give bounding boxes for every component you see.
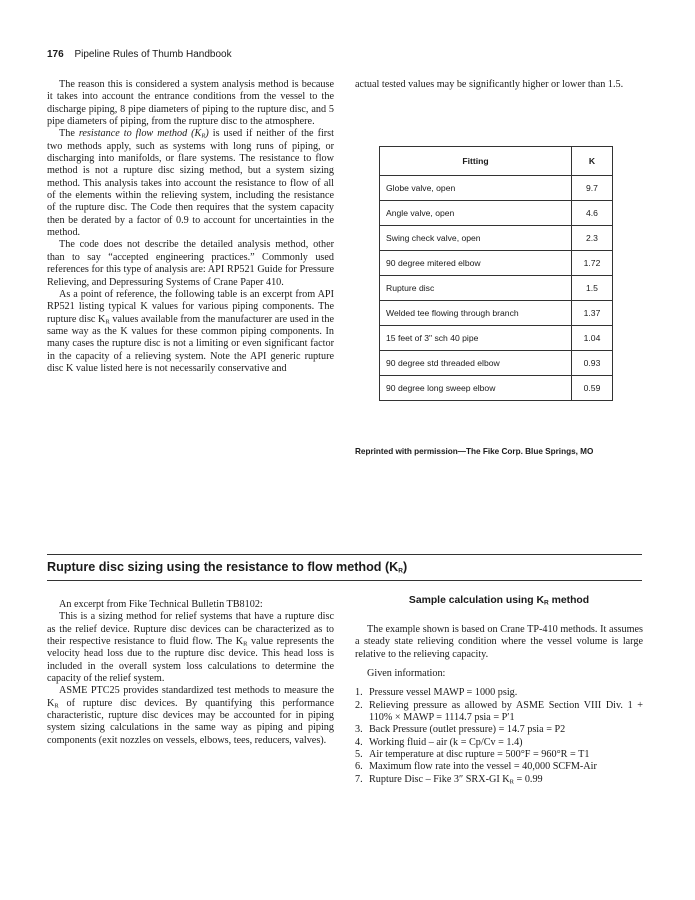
k-cell: 1.37	[572, 301, 613, 326]
k-cell: 9.7	[572, 176, 613, 201]
paragraph: The reason this is considered a system analysis method is because it takes into account the entrance conditions from the vessel to the discharge piping, 8 pipe diameters of piping to the rupture disc, and 5 pipe diameters of piping, from the rupture disc to the atmosphere.	[47, 79, 334, 128]
table-header-row	[380, 147, 613, 176]
table-row	[380, 351, 613, 376]
fitting-cell: Swing check valve, open	[380, 226, 572, 251]
list-item: 4. Working fluid – air (k = Cp/Cv = 1.4)	[355, 736, 523, 748]
table-row	[380, 376, 613, 401]
header-fitting: Fitting	[380, 147, 572, 176]
k-cell: 0.93	[572, 351, 613, 376]
list-item: 3. Back Pressure (outlet pressure) = 14.7 psia = P2	[355, 724, 566, 736]
fitting-cell: Welded tee flowing through branch	[380, 301, 572, 326]
right-column-bottom	[355, 624, 643, 786]
fitting-cell: 90 degree std threaded elbow	[380, 351, 572, 376]
paragraph: actual tested values may be significantly higher or lower than 1.5.	[355, 79, 624, 90]
k-cell: 2.3	[572, 226, 613, 251]
left-column-bottom	[47, 599, 334, 747]
running-title: Pipeline Rules of Thumb Handbook	[74, 49, 232, 60]
list-item: 2. Relieving pressure as allowed by ASME Section VIII Div. 1 + 110% × MAWP = 1114.7 psia = P′1	[355, 699, 643, 724]
given-label: Given information:	[367, 668, 446, 680]
list-item: 1. Pressure vessel MAWP = 1000 psig.	[355, 687, 518, 699]
k-cell: 0.59	[572, 376, 613, 401]
paragraph: This is a sizing method for relief systems that have a rupture disc as the relief device. Rupture disc devices can be characterized as to their respective resistance to fluid flow. The $K_R$ value represents the velocity head loss due to the rupture disc device. This head loss is included in the overall system loss calculations to determine the capacity of the relief system.	[47, 611, 335, 685]
table-row	[380, 176, 613, 201]
fitting-cell: 15 feet of 3" sch 40 pipe	[380, 326, 572, 351]
table-row	[380, 201, 613, 226]
right-column-top	[355, 79, 643, 91]
section-rule-top	[47, 554, 642, 555]
list-item: 7. Rupture Disc – Fike 3″ SRX-GI $K_R = 0.99$	[355, 773, 543, 786]
table-row	[380, 276, 613, 301]
k-values-table	[379, 146, 613, 401]
table-row	[380, 251, 613, 276]
table-row	[380, 301, 613, 326]
paragraph: The resistance to flow method $(K_R)$ is used if neither of the first two methods apply, such as systems with long runs of piping, or discharging into manifolds, or flare systems. The resistance to flow method is not a rupture disc sizing method, but a system sizing method. This analysis takes into account the resistance to flow of all of the elements within the relieving system, including the resistance of the rupture disc. The Code then requires that the system capacity then be derated by a factor of 0.9 to account for uncertainties in the method.	[47, 128, 334, 239]
section-rule-bottom	[47, 580, 642, 581]
paragraph: ASME PTC25 provides standardized test methods to measure the $K_R$ of rupture disc devices. By quantifying this performance characteristic, rupture disc devices may be accounted for in piping system sizing calculations in the same way as piping and piping components (exit nozzles on vessels, elbows, tees, reducers, valves).	[47, 685, 334, 746]
given-list	[355, 687, 643, 786]
paragraph: An excerpt from Fike Technical Bulletin TB8102:	[59, 599, 263, 610]
fitting-cell: Angle valve, open	[380, 201, 572, 226]
list-item: 6. Maximum flow rate into the vessel = 40,000 SCFM-Air	[355, 761, 597, 773]
paragraph: The example shown is based on Crane TP-410 methods. It assumes a steady state relieving condition where the vessel volume is large relative to the relieving capacity.	[355, 624, 643, 660]
header-k: K	[572, 147, 613, 176]
section-title: Rupture disc sizing using the resistance to flow method $(K_R)$	[47, 560, 408, 575]
k-cell: 4.6	[572, 201, 613, 226]
table-row	[380, 226, 613, 251]
paragraph: The code does not describe the detailed analysis method, other than to say “accepted engineering practices.” Commonly used references for this type of analysis are: API RP521 Guide for Pressure Relieving, and Depressuring Systems of Crane Paper 410.	[47, 239, 334, 288]
fitting-cell: Rupture disc	[380, 276, 572, 301]
table-credit: Reprinted with permission—The Fike Corp. Blue Springs, MO	[355, 447, 594, 456]
page-number: 176	[47, 49, 64, 60]
left-column-top	[47, 79, 334, 375]
k-cell: 1.5	[572, 276, 613, 301]
fitting-cell: 90 degree long sweep elbow	[380, 376, 572, 401]
table-row	[380, 326, 613, 351]
running-header	[47, 49, 232, 60]
fitting-cell: 90 degree mitered elbow	[380, 251, 572, 276]
k-cell: 1.04	[572, 326, 613, 351]
fitting-cell: Globe valve, open	[380, 176, 572, 201]
sample-calculation-heading: Sample calculation using $K_R$ method	[408, 595, 590, 607]
paragraph: As a point of reference, the following table is an excerpt from API RP521 listing typical K values for various piping components. The rupture disc $K_R$ values available from the manufacturer are used in the same way as the K values for these common piping components. In many cases the rupture disc is not a limiting or even significant factor in the capacity of a relieving system. Note the API generic rupture disc K value listed here is not necessarily conservative and	[47, 288, 335, 374]
k-cell: 1.72	[572, 251, 613, 276]
list-item: 5. Air temperature at disc rupture = 500°F = 960°R = T1	[355, 749, 590, 761]
